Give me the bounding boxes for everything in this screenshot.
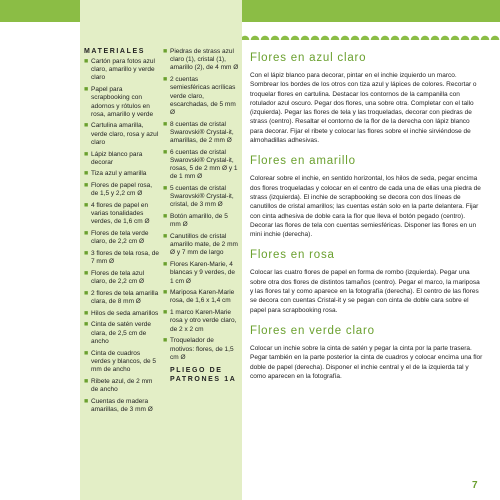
material-text: Ribete azul, de 2 mm de ancho bbox=[91, 377, 153, 393]
bullet-icon: ■ bbox=[163, 148, 168, 156]
bullet-icon: ■ bbox=[163, 309, 168, 317]
bullet-icon: ■ bbox=[84, 250, 89, 258]
bullet-icon: ■ bbox=[163, 120, 168, 128]
material-item bbox=[84, 310, 160, 318]
material-text: 2 cuentas semiesféricas acrílicas verde claro, escarchadas, de 5 mm Ø bbox=[170, 76, 236, 116]
material-text: Lápiz blanco para decorar bbox=[91, 150, 143, 166]
materials-list-1 bbox=[84, 58, 160, 414]
material-text: Botón amarillo, de 5 mm Ø bbox=[170, 213, 228, 229]
section-body: Colocar las cuatro flores de papel en forma de rombo (izquierda). Pegar una sobre otra dos flores de distintos tamaños (centro). Pegar el marco, la mariposa y las flores tal y como aparece en la fotografía (derecha). El centro de las flores se decora con cuentas Cristal-it y se pegan con cinta de doble cara sobre el papel para scrapbooking rosa. bbox=[250, 269, 480, 314]
material-item bbox=[84, 202, 160, 227]
material-text: 8 cuentas de cristal Swarovski® Crystal-it, amarillas, de 2 mm Ø bbox=[170, 120, 234, 145]
material-item bbox=[163, 149, 239, 182]
material-item bbox=[84, 350, 160, 375]
bullet-icon: ■ bbox=[163, 213, 168, 221]
material-text: Flores de tela verde claro, de 2,2 cm Ø bbox=[91, 230, 149, 246]
material-item bbox=[163, 289, 239, 305]
bullet-icon: ■ bbox=[84, 122, 89, 130]
materials-column-2 bbox=[163, 48, 239, 384]
material-text: Cartulina amarilla, verde claro, rosa y azul claro bbox=[91, 122, 159, 146]
material-item bbox=[163, 76, 239, 117]
material-item bbox=[84, 58, 160, 83]
material-text: Flores de papel rosa, de 1,5 y 2,2 cm Ø bbox=[91, 182, 153, 198]
material-item bbox=[84, 230, 160, 246]
material-text: 2 flores de tela amarilla clara, de 8 mm Ø bbox=[91, 289, 159, 306]
material-item bbox=[163, 337, 239, 362]
bullet-icon: ■ bbox=[163, 261, 168, 269]
bullet-icon: ■ bbox=[84, 150, 89, 158]
bullet-icon: ■ bbox=[84, 202, 89, 210]
material-item bbox=[163, 48, 239, 73]
material-text: Cinta de cuadros verdes y blancos, de 5 mm de ancho bbox=[91, 349, 157, 373]
material-item bbox=[163, 309, 239, 334]
materials-column-1 bbox=[84, 48, 160, 418]
material-item bbox=[84, 398, 160, 414]
material-text: Flores de tela azul claro, de 2,2 cm Ø bbox=[91, 269, 145, 286]
scalloped-border bbox=[240, 30, 500, 40]
bullet-icon: ■ bbox=[163, 233, 168, 241]
bullet-icon: ■ bbox=[84, 321, 89, 329]
top-color-band bbox=[0, 0, 500, 22]
pattern-sheet-label: PLIEGO DE PATRONES 1A bbox=[170, 366, 237, 383]
instructions bbox=[250, 52, 484, 391]
material-item bbox=[84, 250, 160, 266]
bullet-icon: ■ bbox=[84, 86, 89, 94]
bullet-icon: ■ bbox=[163, 337, 168, 345]
section-title: Flores en amarillo bbox=[250, 155, 356, 168]
bullet-icon: ■ bbox=[84, 230, 89, 238]
section-body: Colorear sobre el inchie, en sentido horizontal, los hilos de seda, pegar encima dos flores troqueladas y colocar en el centro de cada una de ellas una piedra de strass (izquierda). El inchie de scrapbooking se decora con dos líneas de canutillos de cristal amarillos; las cuentas están solo en la parte delantera. Fijar con cinta adhesiva de doble cara la flor que lleva el botón pegado (centro). Decorar las flores de tela con cuentas semiesféricas. Disponer las flores en un mini inchie (derecha). bbox=[250, 175, 481, 239]
material-text: Cinta de satén verde clara, de 2,5 cm de ancho bbox=[91, 321, 151, 345]
bullet-icon: ■ bbox=[84, 182, 89, 190]
material-item bbox=[84, 378, 160, 394]
material-text: Troquelador de motivos: flores, de 1,5 cm Ø bbox=[170, 337, 234, 361]
material-item bbox=[84, 86, 160, 119]
material-item bbox=[84, 321, 160, 346]
page-number: 7 bbox=[472, 480, 478, 491]
bullet-icon: ■ bbox=[84, 397, 89, 405]
bullet-icon: ■ bbox=[163, 76, 168, 84]
bullet-icon: ■ bbox=[84, 289, 89, 297]
bullet-icon: ■ bbox=[163, 185, 168, 193]
material-text: 4 flores de papel en varias tonalidades verdes, de 1,6 cm Ø bbox=[91, 202, 150, 226]
section-body: Con el lápiz blanco para decorar, pintar en el inchie izquierdo un marco. Sombrear los bordes de los otros con tiza azul y lápices de colores. Recortar o troquelar flores en cartulina. Destacar los contornos de la campanilla con rotulador azul oscuro. Pegar dos flores, una sobre otra. Completar con el tallo (izquierda). Pegar las flores de tela y las troqueladas, decorar con piedras de strass (centro). Resaltar el contorno de la flor de la derecha con lápiz blanco para decorar. Fijar el ribete y colocar las flores sobre el inchie sirviéndose de almohadillas adhesivas. bbox=[250, 72, 477, 145]
material-item bbox=[84, 122, 160, 147]
material-text: 1 marco Karen-Marie rosa y otro verde claro, de 2 x 2 cm bbox=[170, 309, 237, 333]
bullet-icon: ■ bbox=[84, 170, 89, 178]
bullet-icon: ■ bbox=[84, 309, 89, 317]
material-text: Mariposa Karen-Marie rosa, de 1,6 x 1,4 cm bbox=[170, 289, 235, 305]
material-text: Hilos de seda amarillos bbox=[91, 309, 159, 317]
bullet-icon: ■ bbox=[84, 377, 89, 385]
bullet-icon: ■ bbox=[84, 349, 89, 357]
material-item bbox=[84, 151, 160, 167]
section-body: Colocar un inchie sobre la cinta de satén y pegar la cinta por la parte trasera. Pegar también en la parte posterior la cinta de cuadros y colocar encima una flor doble de papel (derecha). Disponer el inchie central y el de la izquierda tal y como aparecen en la fotografía. bbox=[250, 344, 483, 380]
material-text: 3 flores de tela rosa, de 7 mm Ø bbox=[91, 250, 159, 266]
materials-heading: MATERIALES bbox=[84, 48, 145, 55]
material-text: Papel para scrapbooking con adornos y rótulos en rosa, amarillo y verde bbox=[91, 86, 154, 118]
material-item bbox=[163, 213, 239, 229]
materials-list-2 bbox=[163, 48, 239, 362]
material-item bbox=[163, 121, 239, 146]
material-text: 5 cuentas de cristal Swarovski® Crystal-it, cristal, de 3 mm Ø bbox=[170, 185, 234, 209]
material-item bbox=[84, 170, 160, 178]
material-text: Piedras de strass azul claro (1), cristal (1), amarillo (2), de 4 mm Ø bbox=[170, 48, 239, 72]
material-item bbox=[84, 182, 160, 198]
material-text: Canutillos de cristal amarillo mate, de 2 mm Ø y 7 mm de largo bbox=[170, 233, 238, 257]
material-item bbox=[84, 270, 160, 286]
material-item bbox=[163, 233, 239, 258]
bullet-icon: ■ bbox=[163, 289, 168, 297]
bullet-icon: ■ bbox=[84, 269, 89, 277]
material-item bbox=[163, 261, 239, 286]
material-text: Cuentas de madera amarillas, de 3 mm Ø bbox=[91, 397, 153, 413]
section-title: Flores en azul claro bbox=[250, 52, 367, 64]
material-text: Flores Karen-Marie, 4 blancas y 9 verdes, de 1 cm Ø bbox=[170, 261, 236, 285]
section-title: Flores en rosa bbox=[250, 249, 335, 262]
material-text: 6 cuentas de cristal Swarovski® Crystal-it, rosas, 5 de 2 mm Ø y 1 de 1 mm Ø bbox=[170, 148, 238, 181]
bullet-icon: ■ bbox=[84, 58, 89, 65]
section-title: Flores en verde claro bbox=[250, 324, 375, 337]
material-text: Tiza azul y amarilla bbox=[91, 170, 147, 178]
material-item bbox=[163, 185, 239, 210]
bullet-icon: ■ bbox=[163, 48, 168, 55]
material-text: Cartón para fotos azul claro, amarillo y verde claro bbox=[91, 58, 155, 82]
material-item bbox=[84, 290, 160, 306]
